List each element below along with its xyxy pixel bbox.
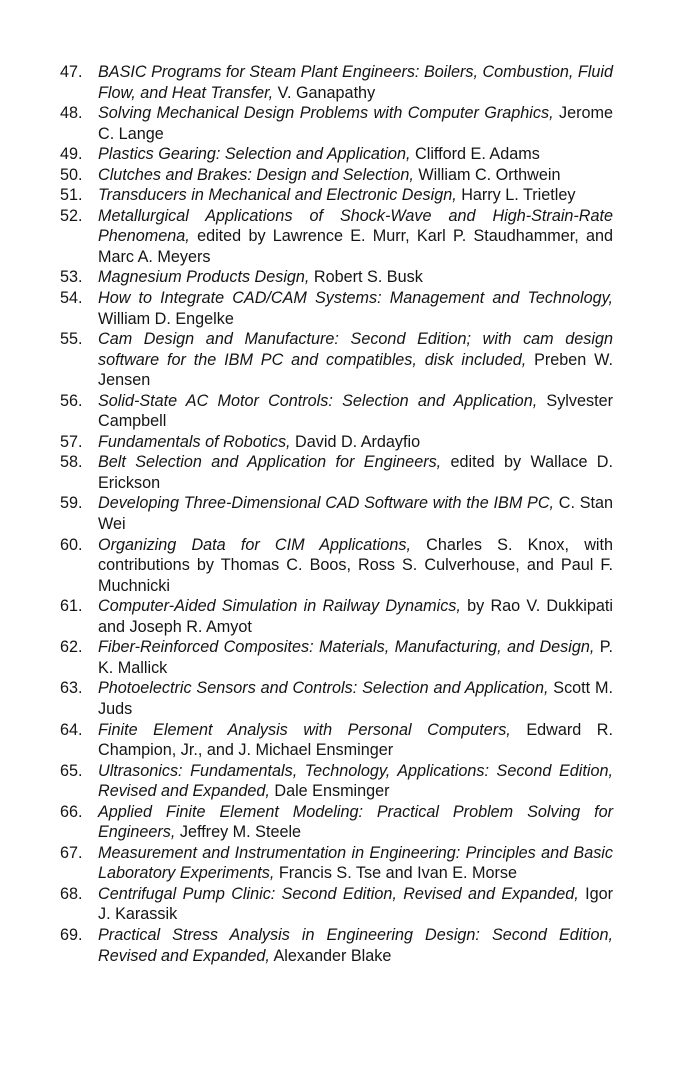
entry-author: edited by Wallace D. Erickson bbox=[98, 453, 613, 492]
list-item bbox=[60, 288, 613, 329]
entry-number: 62. bbox=[60, 638, 83, 657]
entry-number: 60. bbox=[60, 535, 83, 554]
entry-number: 68. bbox=[60, 884, 83, 903]
entry-title: Finite Element Analysis with Personal Computers, bbox=[98, 720, 511, 739]
entry-title: Solid-State AC Motor Controls: Selection and Application, bbox=[98, 391, 538, 410]
entry-number: 47. bbox=[60, 63, 83, 81]
list-item bbox=[60, 185, 613, 206]
entry-author: Scott M. Juds bbox=[98, 679, 613, 718]
entry-text bbox=[98, 596, 613, 637]
list-item bbox=[60, 843, 613, 884]
entry-text bbox=[98, 144, 613, 165]
entry-number: 63. bbox=[60, 679, 83, 698]
list-item bbox=[60, 884, 613, 925]
entry-text bbox=[98, 452, 613, 493]
entry-text bbox=[98, 535, 613, 597]
entry-title: Solving Mechanical Design Problems with Computer Graphics, bbox=[98, 104, 554, 123]
list-item bbox=[60, 432, 613, 453]
entry-title: Magnesium Products Design, bbox=[98, 268, 310, 287]
entry-author: Edward R. Champion, Jr., and J. Michael Ensminger bbox=[98, 720, 613, 760]
entry-text bbox=[98, 267, 613, 288]
entry-title: BASIC Programs for Steam Plant Engineers: Boilers, Combustion, Fluid Flow, and Heat Transfer, bbox=[98, 63, 613, 102]
entry-title: Applied Finite Element Modeling: Practical Problem Solving for Engineers, bbox=[98, 802, 613, 842]
entry-author: Alexander Blake bbox=[269, 946, 392, 965]
list-item bbox=[60, 62, 613, 103]
entry-number: 49. bbox=[60, 145, 83, 164]
entry-number: 58. bbox=[60, 453, 83, 472]
entry-title: Photoelectric Sensors and Controls: Selection and Application, bbox=[98, 679, 549, 698]
entry-text bbox=[98, 103, 613, 144]
entry-text bbox=[98, 761, 613, 802]
entry-title: Clutches and Brakes: Design and Selection, bbox=[98, 165, 414, 184]
entry-author: Charles S. Knox, with contributions by Thomas C. Boos, Ross S. Culverhouse, and Paul F. Muchnicki bbox=[98, 535, 613, 595]
list-item bbox=[60, 144, 613, 165]
list-item bbox=[60, 206, 613, 268]
entry-text bbox=[98, 165, 613, 186]
entry-text bbox=[98, 206, 613, 268]
entry-number: 56. bbox=[60, 391, 83, 410]
list-item bbox=[60, 493, 613, 534]
entry-number: 53. bbox=[60, 268, 83, 287]
list-item bbox=[60, 802, 613, 843]
entry-text bbox=[98, 329, 613, 391]
entry-author: P. K. Mallick bbox=[98, 638, 613, 677]
entry-author: edited by Lawrence E. Murr, Karl P. Staudhammer, and Marc A. Meyers bbox=[98, 227, 613, 266]
entry-number: 50. bbox=[60, 165, 83, 184]
entry-number: 51. bbox=[60, 186, 83, 205]
entry-number: 64. bbox=[60, 720, 83, 739]
entry-author: Preben W. Jensen bbox=[98, 350, 614, 390]
list-item bbox=[60, 391, 613, 432]
entry-text bbox=[98, 432, 613, 453]
entry-number: 48. bbox=[60, 104, 83, 123]
entry-number: 52. bbox=[60, 206, 83, 225]
entry-text bbox=[98, 925, 613, 966]
list-item bbox=[60, 678, 613, 719]
entry-title: How to Integrate CAD/CAM Systems: Management and Technology, bbox=[98, 289, 613, 308]
entry-title: Transducers in Mechanical and Electronic Design, bbox=[98, 186, 457, 205]
entry-title: Ultrasonics: Fundamentals, Technology, Applications: Second Edition, Revised and Expanded, bbox=[98, 761, 613, 801]
entry-author: Jerome C. Lange bbox=[98, 104, 613, 143]
list-item bbox=[60, 535, 613, 597]
entry-text bbox=[98, 720, 613, 761]
entry-number: 59. bbox=[60, 494, 83, 513]
entry-title: Fiber-Reinforced Composites: Materials, Manufacturing, and Design, bbox=[98, 638, 595, 657]
entry-author: Harry L. Trietley bbox=[456, 186, 576, 205]
entry-title: Developing Three-Dimensional CAD Software with the IBM PC, bbox=[98, 494, 555, 513]
entry-title: Belt Selection and Application for Engineers, bbox=[98, 453, 442, 472]
entry-author: Robert S. Busk bbox=[309, 268, 423, 287]
entry-number: 57. bbox=[60, 432, 83, 451]
entry-text bbox=[98, 62, 613, 103]
entry-title: Measurement and Instrumentation in Engineering: Principles and Basic Laboratory Experiments, bbox=[98, 843, 613, 883]
entry-title: Cam Design and Manufacture: Second Edition; with cam design software for the IBM PC and compatibles, disk included, bbox=[98, 330, 613, 369]
entry-title: Computer-Aided Simulation in Railway Dynamics, bbox=[98, 597, 461, 616]
entry-author: Sylvester Campbell bbox=[98, 391, 613, 431]
entry-text bbox=[98, 288, 613, 329]
list-item bbox=[60, 761, 613, 802]
list-item bbox=[60, 103, 613, 144]
entry-text bbox=[98, 185, 613, 206]
list-item bbox=[60, 637, 613, 678]
entry-author: Dale Ensminger bbox=[269, 782, 390, 801]
book-series-list bbox=[60, 62, 613, 966]
entry-author: C. Stan Wei bbox=[98, 494, 613, 534]
entry-text bbox=[98, 637, 613, 678]
list-item bbox=[60, 267, 613, 288]
entry-author: Clifford E. Adams bbox=[410, 145, 540, 164]
entry-title: Metallurgical Applications of Shock-Wave and High-Strain-Rate Phenomena, bbox=[98, 206, 613, 246]
entry-author: V. Ganapathy bbox=[273, 83, 376, 102]
entry-number: 65. bbox=[60, 761, 83, 780]
list-item bbox=[60, 720, 613, 761]
entry-title: Fundamentals of Robotics, bbox=[98, 432, 291, 451]
entry-author: William C. Orthwein bbox=[413, 165, 561, 184]
entry-number: 55. bbox=[60, 330, 83, 349]
list-item bbox=[60, 596, 613, 637]
entry-author: Francis S. Tse and Ivan E. Morse bbox=[274, 864, 517, 883]
entry-text bbox=[98, 493, 613, 534]
entry-text bbox=[98, 843, 613, 884]
entry-title: Practical Stress Analysis in Engineering Design: Second Edition, Revised and Expanded, bbox=[98, 925, 613, 965]
entry-number: 61. bbox=[60, 597, 83, 616]
entry-text bbox=[98, 678, 613, 719]
entry-number: 69. bbox=[60, 925, 83, 944]
list-item bbox=[60, 165, 613, 186]
entry-author: David D. Ardayfio bbox=[290, 432, 421, 451]
list-item bbox=[60, 925, 613, 966]
entry-text bbox=[98, 391, 613, 432]
entry-text bbox=[98, 802, 613, 843]
entry-author: William D. Engelke bbox=[98, 309, 234, 328]
entry-number: 54. bbox=[60, 289, 83, 308]
entry-text bbox=[98, 884, 613, 925]
entry-author: Jeffrey M. Steele bbox=[175, 823, 302, 842]
entry-author: by Rao V. Dukkipati and Joseph R. Amyot bbox=[98, 597, 614, 636]
entry-author: Igor J. Karassik bbox=[98, 884, 613, 924]
entry-number: 67. bbox=[60, 843, 83, 862]
entry-number: 66. bbox=[60, 802, 83, 821]
list-item bbox=[60, 452, 613, 493]
entry-title: Centrifugal Pump Clinic: Second Edition, Revised and Expanded, bbox=[98, 884, 579, 903]
entry-title: Organizing Data for CIM Applications, bbox=[98, 535, 411, 554]
entry-title: Plastics Gearing: Selection and Application, bbox=[98, 145, 411, 164]
list-item bbox=[60, 329, 613, 391]
